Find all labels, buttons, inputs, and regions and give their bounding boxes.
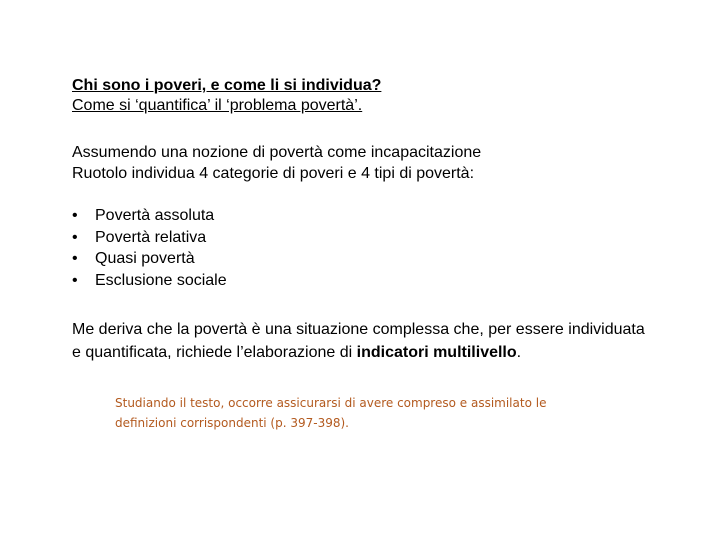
slide-title bbox=[72, 76, 692, 116]
note-line-2: definizioni corrispondenti (p. 397-398). bbox=[115, 416, 349, 430]
conclusion-text: e quantificata, richiede l’elaborazione di bbox=[72, 344, 357, 361]
note-line-1: Studiando il testo, occorre assicurarsi di avere compreso e assimilato le bbox=[115, 396, 547, 410]
list-item-label: Povertà assoluta bbox=[95, 207, 215, 224]
bullet-marker: • bbox=[72, 228, 78, 246]
study-note bbox=[115, 393, 615, 433]
title-subquestion: Come si ‘quantifica’ il ‘problema povertà’. bbox=[72, 97, 363, 114]
intro-line-2: Ruotolo individua 4 categorie di poveri e 4 tipi di povertà: bbox=[72, 165, 475, 182]
title-question: Chi sono i poveri, e come li si individua? bbox=[72, 77, 382, 94]
bullet-marker: • bbox=[72, 207, 78, 224]
intro-paragraph bbox=[72, 142, 692, 184]
list-item bbox=[72, 270, 227, 292]
conclusion-line-1: Me deriva che la povertà è una situazione complessa che, per essere individuata bbox=[72, 321, 645, 338]
list-item bbox=[72, 227, 227, 249]
intro-line-1: Assumendo una nozione di povertà come incapacitazione bbox=[72, 144, 482, 161]
list-item bbox=[72, 248, 227, 270]
bullet-marker: • bbox=[72, 272, 78, 290]
conclusion-line-2 bbox=[72, 341, 718, 364]
list-item bbox=[72, 205, 227, 227]
list-item-label: Esclusione sociale bbox=[95, 272, 227, 290]
poverty-types-list bbox=[72, 205, 227, 292]
list-item-label: Povertà relativa bbox=[95, 228, 207, 246]
list-item-label: Quasi povertà bbox=[95, 250, 195, 268]
bullet-marker: • bbox=[72, 250, 78, 268]
conclusion-paragraph bbox=[72, 318, 718, 364]
conclusion-end: . bbox=[516, 344, 522, 361]
emphasis-term: indicatori multilivello bbox=[356, 344, 517, 361]
